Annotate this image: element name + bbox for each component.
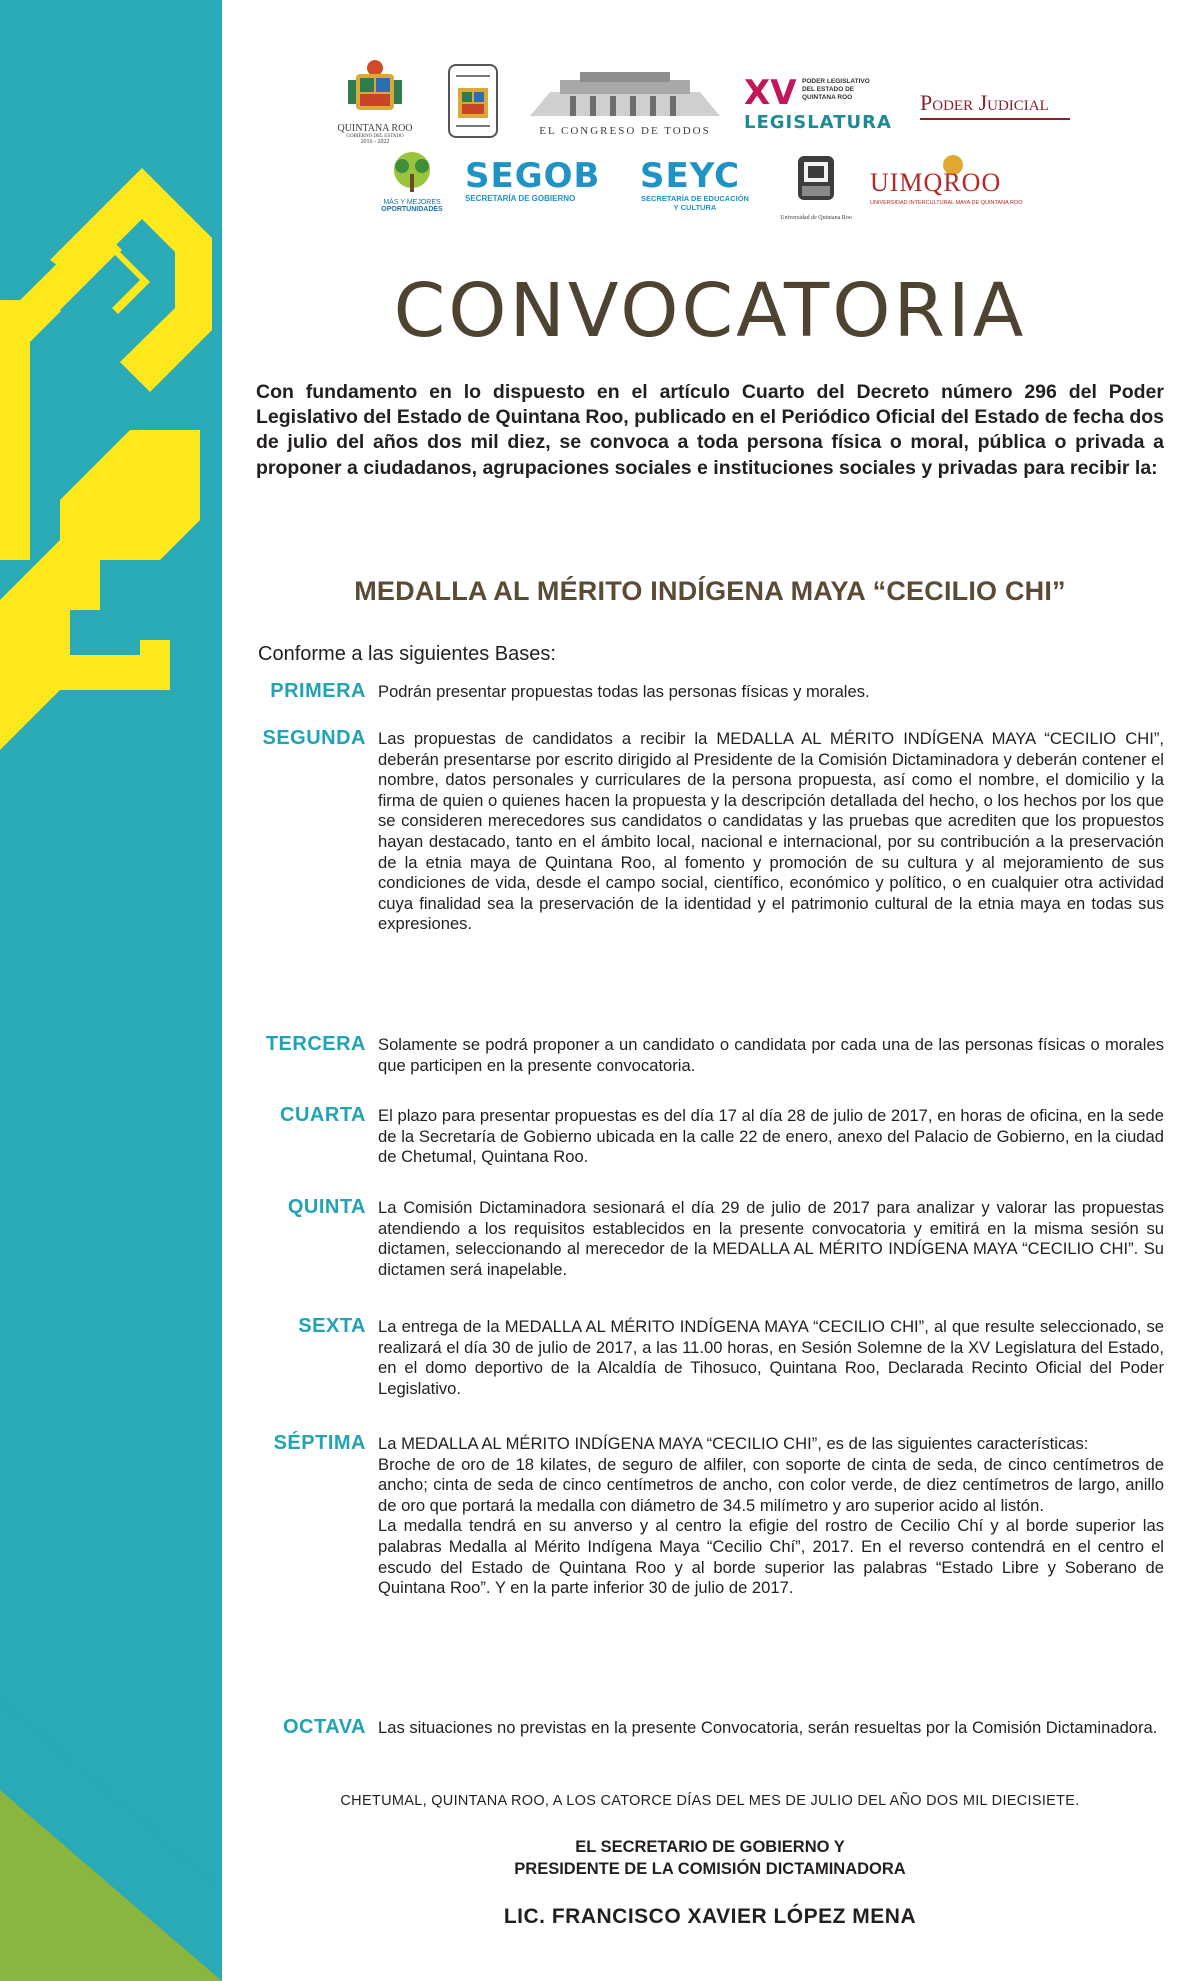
base-label: QUINTA [287, 1196, 366, 1218]
bases-intro: Conforme a las siguientes Bases: [258, 643, 556, 665]
legislatura-numeral: XV [744, 73, 797, 113]
base-label: PRIMERA [270, 680, 366, 702]
base-paragraph: El plazo para presentar propuestas es del día 17 al día 28 de julio de 2017, en horas de oficina, en la sede de la Secretaría de Gobierno ubicada en la calle 22 de enero, anexo del Palacio de Gobierno, en la ciudad de Chetumal, Quintana Roo. [378, 1106, 1164, 1167]
xv-legislatura-logo [744, 73, 904, 136]
base-paragraph: La MEDALLA AL MÉRITO INDÍGENA MAYA “CECILIO CHI”, es de las siguientes características: [378, 1434, 1089, 1453]
segob-sub: SECRETARÍA DE GOBIERNO [465, 194, 576, 203]
legislatura-line2: DEL ESTADO DE [802, 86, 855, 93]
mas-mejores-line2: OPORTUNIDADES [381, 206, 443, 213]
base-paragraph: Solamente se podrá proponer a un candidato o candidata por cada una de las personas físicas o morales que participen en la presente convocatoria. [378, 1035, 1164, 1075]
congreso-seal-logo [448, 64, 498, 138]
base-paragraph: Las propuestas de candidatos a recibir la MEDALLA AL MÉRITO INDÍGENA MAYA “CECILIO CHI”, deberán presentarse por escrito dirigido al Presidente de la Comisión Dictaminadora y deberán contener el nombre, datos personales y curriculares de la persona propuesta, así como el nombre, el domicilio y la firma de quien o quienes hacen la propuesta y la descripción detallada del hecho, o los hechos por los que se consideren merecedores sus candidatos o candidatas y las pruebas que acrediten que los propuestos hayan destacado, tanto en el ámbito local, nacional e internacional, por su contribución a la preservación de la etnia maya de Quintana Roo, al fomento y promoción de su cultura y al mejoramiento de sus condiciones de vida, desde el campo social, científico, económico y político, o en cualquier otra actividad cuya finalidad sea la preservación de la identidad y el patrimonio cultural de la etnia maya en todas sus expresiones. [378, 729, 1164, 934]
mas-mejores-oportunidades-logo [372, 150, 452, 220]
base-paragraph: Broche de oro de 18 kilates, de seguro de alfiler, con soporte de cinta de seda, de cinco centímetros de ancho; cinta de seda de cinco centímetros de ancho, con color verde, de diez centímetros de largo, anillo de oro que portará la medalla con diámetro de 34.5 milímetro y aro superior acido al listón. [378, 1454, 1164, 1515]
seyc-name: SEYC [640, 156, 741, 196]
uqroo-logo [768, 152, 864, 224]
poder-judicial-logo [920, 90, 1080, 130]
base-text [378, 1106, 1164, 1168]
signer-title-line-1: EL SECRETARIO DE GOBIERNO Y [575, 1838, 845, 1856]
uimqroo-sub: UNIVERSIDAD INTERCULTURAL MAYA DE QUINTANA ROO [870, 200, 1023, 206]
uqroo-sub: Universidad de Quintana Roo [780, 215, 852, 221]
signer-title [256, 1836, 1164, 1880]
base-paragraph: Las situaciones no previstas en la presente Convocatoria, serán resueltas por la Comisión Dictaminadora. [378, 1718, 1158, 1737]
intro-paragraph: Con fundamento en lo dispuesto en el artículo Cuarto del Decreto número 296 del Poder Legislativo del Estado de Quintana Roo, publicado en el Periódico Oficial del Estado de fecha dos de julio del años dos mil diez, se convoca a toda persona física o moral, pública o privada a proponer a ciudadanos, agrupaciones sociales e instituciones sociales y privadas para recibir la: [256, 381, 1165, 479]
mas-mejores-line1: MÁS Y MEJORES [383, 199, 441, 206]
seyc-logo [640, 158, 750, 222]
base-paragraph: Podrán presentar propuestas todas las personas físicas y morales. [378, 682, 870, 701]
base-text [378, 1035, 1164, 1076]
quintana-roo-logo-name: QUINTANA ROO [337, 123, 413, 134]
base-paragraph: La Comisión Dictaminadora sesionará el día 29 de julio de 2017 para analizar y valorar las propuestas atendiendo a los requisitos establecidos en la presente convocatoria y emitirá en la misma sesión su dictamen, seleccionando al merecedor de la MEDALLA AL MÉRITO INDÍGENA MAYA “CECILIO CHI”. Su dictamen será inapelable. [378, 1198, 1164, 1279]
decorative-side-band [0, 0, 222, 1981]
base-label: TERCERA [265, 1033, 366, 1055]
base-label: SEXTA [298, 1315, 366, 1337]
base-label: SEGUNDA [262, 727, 366, 749]
base-text [378, 1198, 1164, 1280]
segob-name: SEGOB [465, 156, 601, 196]
base-paragraph: La medalla tendrá en su anverso y al centro la efigie del rostro de Cecilio Chí y al borde superior las palabras Medalla al Mérito Indígena Maya “Cecilio Chí”, 2017. En el reverso contendrá en el centro el escudo del Estado de Quintana Roo y al borde superior las palabras “Estado Libre y Soberano de Quintana Roo”. Y en la parte inferior 30 de julio de 2017. [378, 1516, 1164, 1598]
page-title: CONVOCATORIA [393, 268, 1027, 354]
congreso-tagline: EL CONGRESO DE TODOS [539, 125, 711, 137]
base-text [378, 682, 1164, 703]
closing-line: CHETUMAL, QUINTANA ROO, A LOS CATORCE DÍAS DEL MES DE JULIO DEL AÑO DOS MIL DIECISIETE. [340, 1793, 1080, 1809]
base-text [378, 1317, 1164, 1399]
uimqroo-logo [870, 154, 1050, 214]
medal-title: MEDALLA AL MÉRITO INDÍGENA MAYA “CECILIO CHI” [354, 576, 1066, 606]
quintana-roo-logo-years: 2016 - 2022 [360, 139, 390, 145]
seyc-sub1: SECRETARÍA DE EDUCACIÓN [641, 194, 749, 203]
base-label: CUARTA [280, 1104, 366, 1126]
base-label: SÉPTIMA [273, 1432, 366, 1454]
congreso-de-todos-logo [520, 72, 730, 142]
legislatura-line1: PODER LEGISLATIVO [802, 78, 870, 85]
segob-logo [465, 158, 615, 218]
signer-title-line-2: PRESIDENTE DE LA COMISIÓN DICTAMINADORA [514, 1860, 906, 1878]
quintana-roo-logo-sub: GOBIERNO DEL ESTADO [346, 134, 404, 139]
legislatura-line3: QUINTANA ROO [802, 94, 853, 101]
base-text [378, 1434, 1164, 1599]
base-paragraph: La entrega de la MEDALLA AL MÉRITO INDÍGENA MAYA “CECILIO CHI”, al que resulte seleccionado, se realizará el día 30 de julio de 2017, a las 11.00 horas, en Sesión Solemne de la XV Legislatura del Estado, en el domo deportivo de la Alcaldía de Tihosuco, Quintana Roo, Declarada Recinto Oficial del Poder Legislativo. [378, 1317, 1164, 1398]
base-text [378, 729, 1164, 935]
base-text [378, 1718, 1164, 1739]
base-label: OCTAVA [283, 1716, 366, 1738]
signer-name: LIC. FRANCISCO XAVIER LÓPEZ MENA [503, 1905, 917, 1928]
legislatura-word: LEGISLATURA [744, 112, 892, 133]
uimqroo-name: UIMQROO [870, 168, 1002, 197]
poder-judicial-text: Poder Judicial [920, 90, 1049, 115]
seyc-sub2: Y CULTURA [673, 203, 717, 212]
quintana-roo-logo [330, 58, 420, 148]
